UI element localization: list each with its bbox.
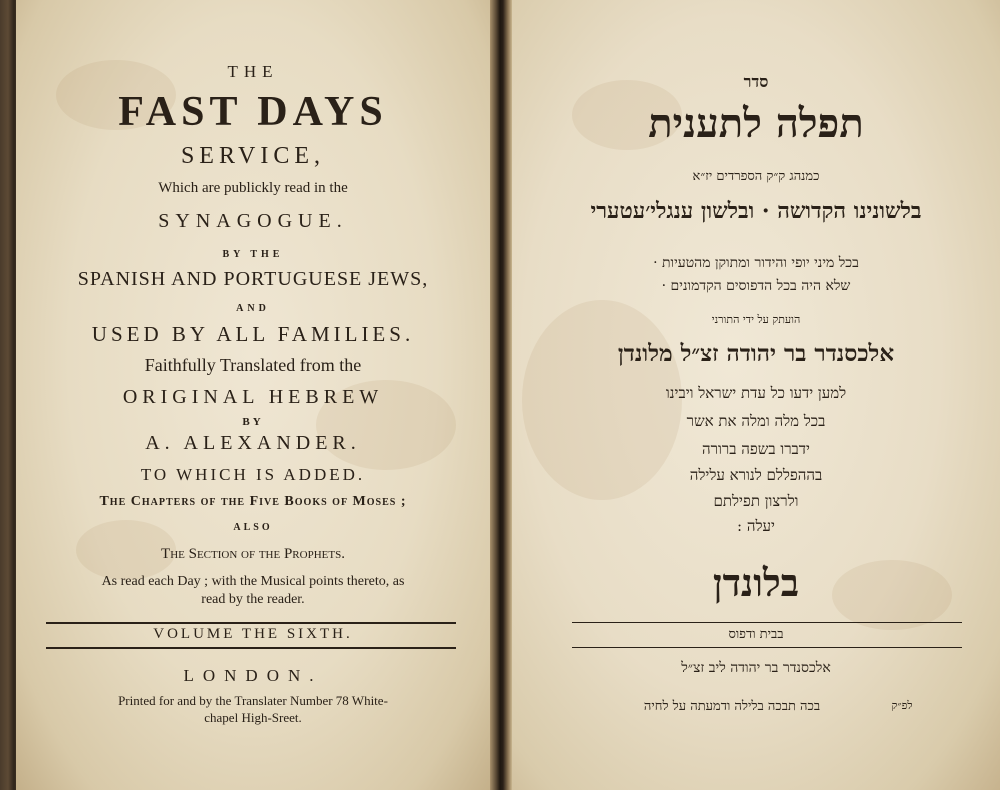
which-read-line: Which are publickly read in the [158, 180, 348, 196]
english-title-page [16, 0, 490, 790]
as-read-line-2: read by the reader. [201, 592, 305, 607]
bottom-rule [46, 647, 456, 649]
section-line: The Section of the Prophets. [161, 546, 345, 562]
translated-line: Faithfully Translated from the [144, 355, 362, 375]
printed-line-1: Printed for and by the Translater Number 78 White- [118, 693, 388, 708]
printed-line-2: chapel High-Sreet. [204, 710, 302, 725]
hebrew-top-rule [572, 622, 962, 623]
purpose-line-5: ולרצון תפילתם [713, 492, 799, 510]
purpose-line-2: בכל מלה ומלה את אשר [686, 412, 826, 430]
top-rule [46, 622, 456, 624]
original-hebrew-line: ORIGINAL HEBREW [122, 386, 384, 408]
to-which-line: TO WHICH IS ADDED. [140, 465, 366, 484]
as-read-line-1: As read each Day ; with the Musical points thereto, as [101, 574, 405, 589]
volume-line: VOLUME THE SIXTH. [153, 626, 353, 642]
book-gutter [490, 0, 512, 790]
and-line: AND [236, 303, 270, 314]
year-label: לפ״ק [891, 699, 913, 712]
languages-line: בלשונינו הקדושה · ובלשון ענגלי׳עטערי [590, 198, 922, 224]
title-fast-days: FAST DAYS [118, 89, 388, 135]
hebrew-title: תפלה לתענית [648, 100, 864, 147]
by-line: BY [242, 416, 264, 428]
copied-by-line: הועתק על ידי התורני [711, 313, 801, 326]
printer-line: אלכסנדר בר יהודה ליב זצ״ל [681, 660, 831, 676]
synagogue-heading: SYNAGOGUE. [158, 210, 348, 232]
hebrew-title-page [512, 0, 1000, 790]
minhag-line: כמנהג ק״ק הספרדים יז״א [692, 169, 820, 184]
house-press-line: בבית ודפוס [728, 627, 784, 642]
author-hebrew-line: אלכסנדר בר יהודה זצ״ל מלונדן [617, 340, 895, 367]
beauty-line-1: בכל מיני יופי והידור ומתוקן מהטעיות · [653, 255, 859, 271]
place-london: בלונדן [712, 560, 800, 605]
purpose-line-1: למען ידעו כל עדת ישראל ויבינו [665, 384, 847, 402]
hebrew-bottom-rule [572, 647, 962, 648]
also-line: ALSO [233, 522, 273, 533]
spanish-portuguese-line: SPANISH AND PORTUGUESE JEWS, [77, 268, 429, 290]
year-chronogram: בכה תבכה בלילה ודמעתה על לחיה [643, 699, 821, 714]
by-the-line: BY THE [222, 249, 284, 260]
service-heading: SERVICE, [180, 143, 326, 169]
beauty-line-2: שלא היה בכל הדפוסים הקדמונים · [661, 278, 851, 294]
used-by-line: USED BY ALL FAMILIES. [91, 322, 415, 346]
seder-heading: סדר [743, 72, 769, 91]
the-heading: THE [227, 62, 279, 81]
chapters-line: The Chapters of the Five Books of Moses ; [99, 494, 407, 509]
purpose-line-6: יעלה : [737, 517, 775, 535]
author-line: A. ALEXANDER. [145, 432, 361, 454]
purpose-line-3: ידברו בשפה ברורה [702, 440, 810, 458]
london-line: LONDON. [183, 666, 323, 685]
purpose-line-4: בההפללם לנורא עלילה [689, 466, 823, 484]
